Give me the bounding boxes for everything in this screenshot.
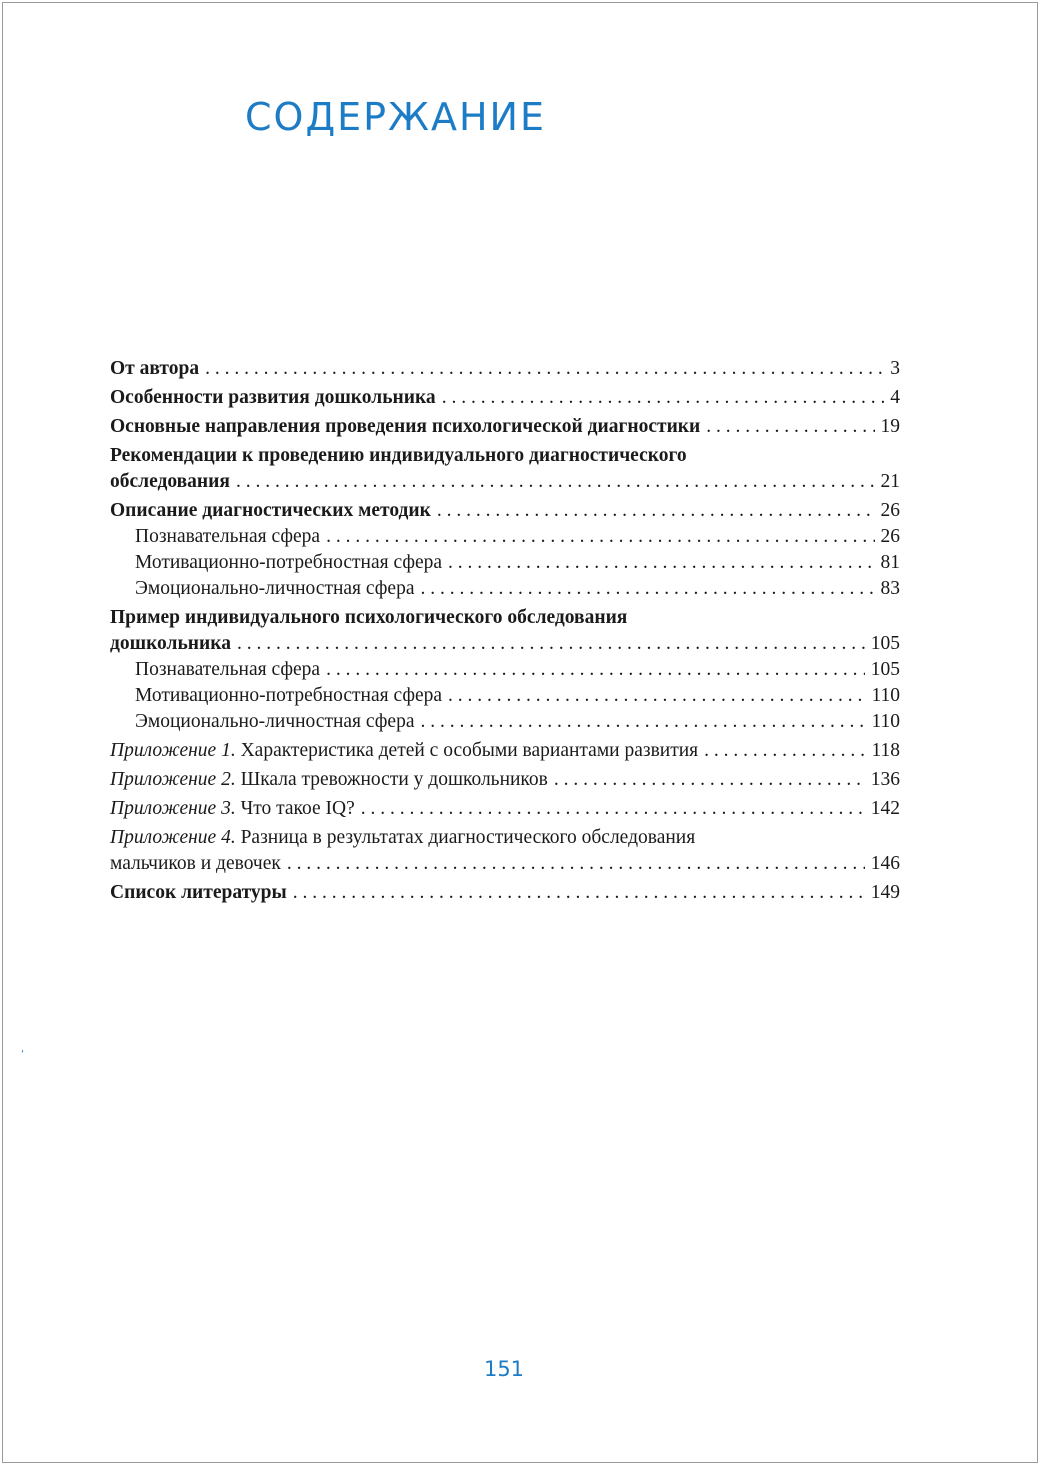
toc-entry-label: От автора bbox=[110, 358, 200, 379]
toc-subentry-emotional-2[interactable] bbox=[110, 709, 900, 735]
toc-entry-label: Описание диагностических методик bbox=[110, 500, 431, 521]
page-title: СОДЕРЖАНИЕ bbox=[245, 95, 546, 139]
toc-entry-label-line2: мальчиков и девочек bbox=[110, 853, 281, 874]
toc-entry-diagnostic-directions[interactable] bbox=[110, 414, 900, 440]
toc-entry-label-line1 bbox=[110, 825, 900, 851]
dot-leader bbox=[421, 709, 866, 735]
dot-leader bbox=[448, 550, 874, 576]
dot-leader bbox=[437, 498, 875, 524]
toc-entry-page: 21 bbox=[880, 471, 900, 492]
toc-entry-example-examination[interactable] bbox=[110, 605, 900, 657]
toc-entry-label: Эмоционально-личностная сфера bbox=[135, 578, 415, 599]
dot-leader bbox=[205, 356, 884, 382]
toc-entry-label bbox=[110, 796, 355, 822]
toc-entry-label-line1: Пример индивидуального психологического обследования bbox=[110, 607, 628, 628]
toc-entry-page: 26 bbox=[880, 500, 900, 521]
toc-entry-page: 4 bbox=[890, 387, 900, 408]
appendix-label: Приложение 3. bbox=[110, 798, 236, 819]
appendix-title: Разница в результатах диагностического обследования bbox=[240, 827, 696, 848]
toc-entry-label: Познавательная сфера bbox=[135, 659, 321, 680]
toc-entry-appendix-3[interactable] bbox=[110, 796, 900, 822]
toc-entry-page: 105 bbox=[870, 633, 900, 654]
appendix-title: Характеристика детей с особыми вариантами развития bbox=[240, 740, 699, 761]
toc-entry-page: 136 bbox=[870, 769, 900, 790]
dot-leader bbox=[361, 796, 865, 822]
toc-entry-appendix-2[interactable] bbox=[110, 767, 900, 793]
toc-entry-recommendations[interactable] bbox=[110, 443, 900, 495]
appendix-title: Что такое IQ? bbox=[240, 798, 355, 819]
toc-entry-label-line1: Рекомендации к проведению индивидуального диагностического bbox=[110, 445, 687, 466]
toc-entry-page: 118 bbox=[871, 740, 900, 761]
toc-entry-preschooler-development[interactable] bbox=[110, 385, 900, 411]
dot-leader bbox=[237, 631, 865, 657]
toc-entry-page: 146 bbox=[870, 853, 900, 874]
dot-leader bbox=[326, 657, 865, 683]
toc-subentry-cognitive[interactable] bbox=[110, 524, 900, 550]
toc-subentry-cognitive-2[interactable] bbox=[110, 657, 900, 683]
toc-entry-label: Основные направления проведения психологической диагностики bbox=[110, 416, 701, 437]
dot-leader bbox=[236, 469, 875, 495]
dot-leader bbox=[704, 738, 865, 764]
toc-entry-label bbox=[110, 738, 698, 764]
crop-mark: ‘ bbox=[21, 1049, 25, 1060]
toc-subentry-motivational-2[interactable] bbox=[110, 683, 900, 709]
toc-entry-bibliography[interactable] bbox=[110, 880, 900, 906]
dot-leader bbox=[554, 767, 865, 793]
dot-leader bbox=[293, 880, 865, 906]
appendix-title: Шкала тревожности у дошкольников bbox=[240, 769, 548, 790]
toc-entry-page: 149 bbox=[870, 882, 900, 903]
toc-entry-label-line2: дошкольника bbox=[110, 633, 231, 654]
appendix-label: Приложение 1. bbox=[110, 740, 236, 761]
dot-leader bbox=[421, 576, 875, 602]
toc-entry-from-author[interactable] bbox=[110, 356, 900, 382]
toc-entry-page: 110 bbox=[871, 711, 900, 732]
dot-leader bbox=[287, 851, 865, 877]
toc-entry-methods-description[interactable] bbox=[110, 498, 900, 524]
toc-entry-page: 3 bbox=[890, 358, 900, 379]
dot-leader bbox=[326, 524, 874, 550]
page-number: 151 bbox=[483, 1357, 525, 1381]
toc-entry-label: Познавательная сфера bbox=[135, 526, 321, 547]
toc-entry-label: Мотивационно-потребностная сфера bbox=[135, 552, 443, 573]
appendix-label: Приложение 4. bbox=[110, 827, 236, 848]
toc-entry-label: Мотивационно-потребностная сфера bbox=[135, 685, 443, 706]
toc-entry-label: Эмоционально-личностная сфера bbox=[135, 711, 415, 732]
toc-entry-appendix-4[interactable] bbox=[110, 825, 900, 877]
toc-entry-label bbox=[110, 767, 548, 793]
toc-entry-page: 142 bbox=[870, 798, 900, 819]
toc-subentry-motivational[interactable] bbox=[110, 550, 900, 576]
toc-entry-page: 19 bbox=[880, 416, 900, 437]
toc-entry-label-line2: обследования bbox=[110, 471, 230, 492]
toc-entry-page: 26 bbox=[880, 526, 900, 547]
toc-entry-page: 110 bbox=[871, 685, 900, 706]
toc-entry-page: 105 bbox=[870, 659, 900, 680]
toc-entry-page: 81 bbox=[880, 552, 900, 573]
toc-entry-appendix-1[interactable] bbox=[110, 738, 900, 764]
dot-leader bbox=[706, 414, 874, 440]
table-of-contents bbox=[110, 356, 900, 906]
toc-entry-label: Список литературы bbox=[110, 882, 287, 903]
toc-entry-label: Особенности развития дошкольника bbox=[110, 387, 436, 408]
toc-subentry-emotional[interactable] bbox=[110, 576, 900, 602]
dot-leader bbox=[442, 385, 885, 411]
dot-leader bbox=[448, 683, 865, 709]
toc-entry-page: 83 bbox=[880, 578, 900, 599]
appendix-label: Приложение 2. bbox=[110, 769, 236, 790]
